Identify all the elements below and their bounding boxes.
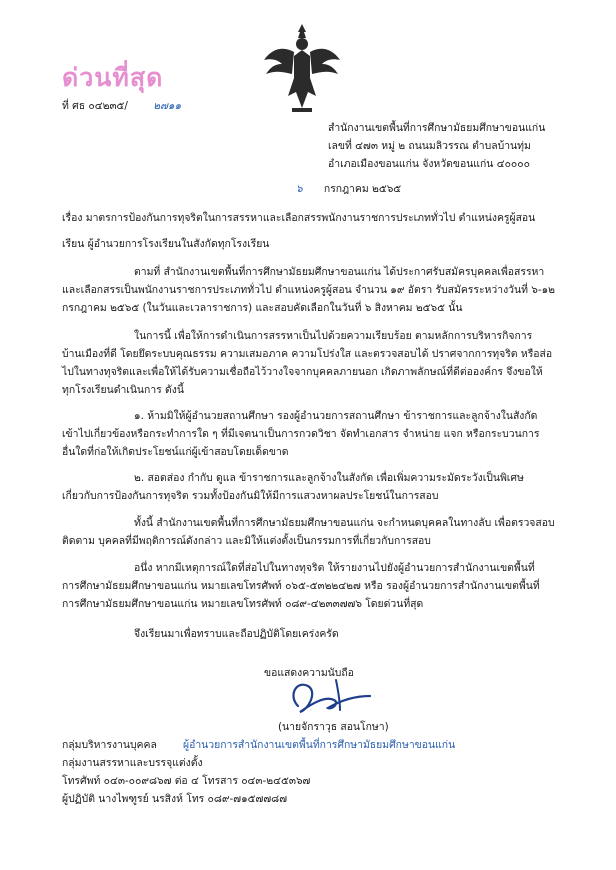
document-number-handwritten: ๒๗๑๑ [153, 100, 182, 112]
closing-line: จึงเรียนมาเพื่อทราบและถือปฏิบัติโดยเคร่งครัด [134, 628, 339, 640]
item-1-line: เข้าไปเกี่ยวข้องหรือกระทำการใด ๆ ที่มีเจตนาเป็นการกวดวิชา จัดทำเอกสาร จำหน่าย แจก หรือกระบวนการ [62, 428, 540, 440]
paragraph-1-line: และเลือกสรรเป็นพนักงานราชการประเภททั่วไป ตำแหน่งครูผู้สอน จำนวน ๑๙ อัตรา รับสมัครระหว่างวันที่ ๖-๑๒ [62, 284, 556, 296]
paragraph-2-line: ทุกโรงเรียนดำเนินการ ดังนี้ [62, 384, 184, 396]
garuda-emblem-icon [262, 22, 342, 114]
paragraph-3-line: ทั้งนี้ สำนักงานเขตพื้นที่การศึกษามัธยมศึกษาขอนแก่น จะกำหนดบุคคลในทางลับ เพื่อตรวจสอบ [134, 517, 555, 529]
document-number-printed: ที่ ศธ ๐๔๒๓๕/ [62, 100, 128, 112]
signer-title: ผู้อำนวยการสำนักงานเขตพื้นที่การศึกษามัธยมศึกษาขอนแก่น [183, 739, 456, 751]
office-line-3: อำเภอเมืองขอนแก่น จังหวัดขอนแก่น ๔๐๐๐๐ [328, 158, 530, 170]
subject-line: เรื่อง มาตรการป้องกันการทุจริตในการสรรหาและเลือกสรรพนักงานราชการประเภททั่วไป ตำแหน่งครูผู้สอน [62, 212, 536, 224]
recipient-line: เรียน ผู้อำนวยการโรงเรียนในสังกัดทุกโรงเรียน [62, 238, 270, 250]
urgent-stamp: ด่วนที่สุด [62, 63, 164, 92]
paragraph-4-line: การศึกษามัธยมศึกษาขอนแก่น หมายเลขโทรศัพท์ ๐๘๙-๔๒๓๓๗๗๖ โดยด่วนที่สุด [62, 598, 424, 610]
letter-date [296, 181, 401, 197]
paragraph-3-line: ติดตาม บุคคลที่มีพฤติการณ์ดังกล่าว และมิให้แต่งตั้งเป็นกรรมการที่เกี่ยวกับการสอบ [62, 535, 431, 547]
date-day: ๖ [296, 183, 303, 195]
office-line-1: สำนักงานเขตพื้นที่การศึกษามัธยมศึกษาขอนแก่น [328, 122, 546, 134]
paragraph-4-line: อนึ่ง หากมีเหตุการณ์ใดที่ส่อไปในทางทุจริต ให้รายงานไปยังผู้อำนวยการสำนักงานเขตพื้นที่ [134, 562, 535, 574]
item-1-line: อื่นใดที่ก่อให้เกิดประโยชน์แก่ผู้เข้าสอบโดยเด็ดขาด [62, 446, 289, 458]
item-2-line: เกี่ยวกับการป้องกันการทุจริต รวมทั้งป้องกันมิให้มีการแสวงหาผลประโยชน์ในการสอบ [62, 490, 439, 502]
handwritten-signature-icon [278, 666, 378, 726]
paragraph-1-line: กรกฎาคม ๒๕๖๕ (ในวันและเวลาราชการ) และสอบคัดเลือกในวันที่ ๖ สิงหาคม ๒๕๖๕ นั้น [62, 302, 463, 314]
item-2-line: ๒. สอดส่อง กำกับ ดูแล ข้าราชการและลูกจ้างในสังกัด เพื่อเพิ่มความระมัดระวังเป็นพิเศษ [134, 472, 524, 484]
item-1-line: ๑. ห้ามมิให้ผู้อำนวยสถานศึกษา รองผู้อำนวยการสถานศึกษา ข้าราชการและลูกจ้างในสังกัด [134, 410, 538, 422]
paragraph-1-line: ตามที่ สำนักงานเขตพื้นที่การศึกษามัธยมศึกษาขอนแก่น ได้ประกาศรับสมัครบุคคลเพื่อสรรหา [134, 266, 545, 278]
footer-phone: โทรศัพท์ ๐๔๓-๐๐๙๘๖๗ ต่อ ๔ โทรสาร ๐๔๓-๒๔๕๓๖๗ [62, 775, 311, 787]
regards-line: ขอแสดงความนับถือ [264, 667, 354, 679]
paragraph-4-line: การศึกษามัธยมศึกษาขอนแก่น หมายเลขโทรศัพท์ ๐๖๕-๕๓๒๒๔๒๗ หรือ รองผู้อำนวยการสำนักงานเขตพื้นที่ [62, 580, 540, 592]
signer-name: (นายจักราวุธ สอนโกษา) [278, 721, 389, 733]
office-line-2: เลขที่ ๔๗๓ หมู่ ๒ ถนนมลิวรรณ ตำบลบ้านทุ่ม [328, 140, 531, 152]
footer-officer: ผู้ปฏิบัติ นางไพฑูรย์ นรสิงห์ โทร ๐๘๙-๗๑๕๗๗๘๗ [62, 793, 288, 805]
document-number [62, 98, 181, 114]
paragraph-2-line: บ้านเมืองที่ดี โดยยึดระบบคุณธรรม ความเสมอภาค ความโปร่งใส และตรวจสอบได้ ปราศจากการทุจริต หรือส่อ [62, 348, 553, 360]
paragraph-2-line: ในการนี้ เพื่อให้การดำเนินการสรรหาเป็นไปด้วยความเรียบร้อย ตามหลักการบริหารกิจการ [134, 330, 533, 342]
date-month-year: กรกฎาคม ๒๕๖๕ [323, 183, 402, 195]
paragraph-2-line: ไปในทางทุจริตและเพื่อให้ได้รับความเชื่อถือไว้วางใจจากบุคคลภายนอก เกิดภาพลักษณ์ที่ดีต่อองค์กร จึงขอให้ [62, 366, 543, 378]
footer-section: กลุ่มงานสรรหาและบรรจุแต่งตั้ง [62, 757, 203, 769]
footer-department: กลุ่มบริหารงานบุคคล [62, 739, 157, 751]
